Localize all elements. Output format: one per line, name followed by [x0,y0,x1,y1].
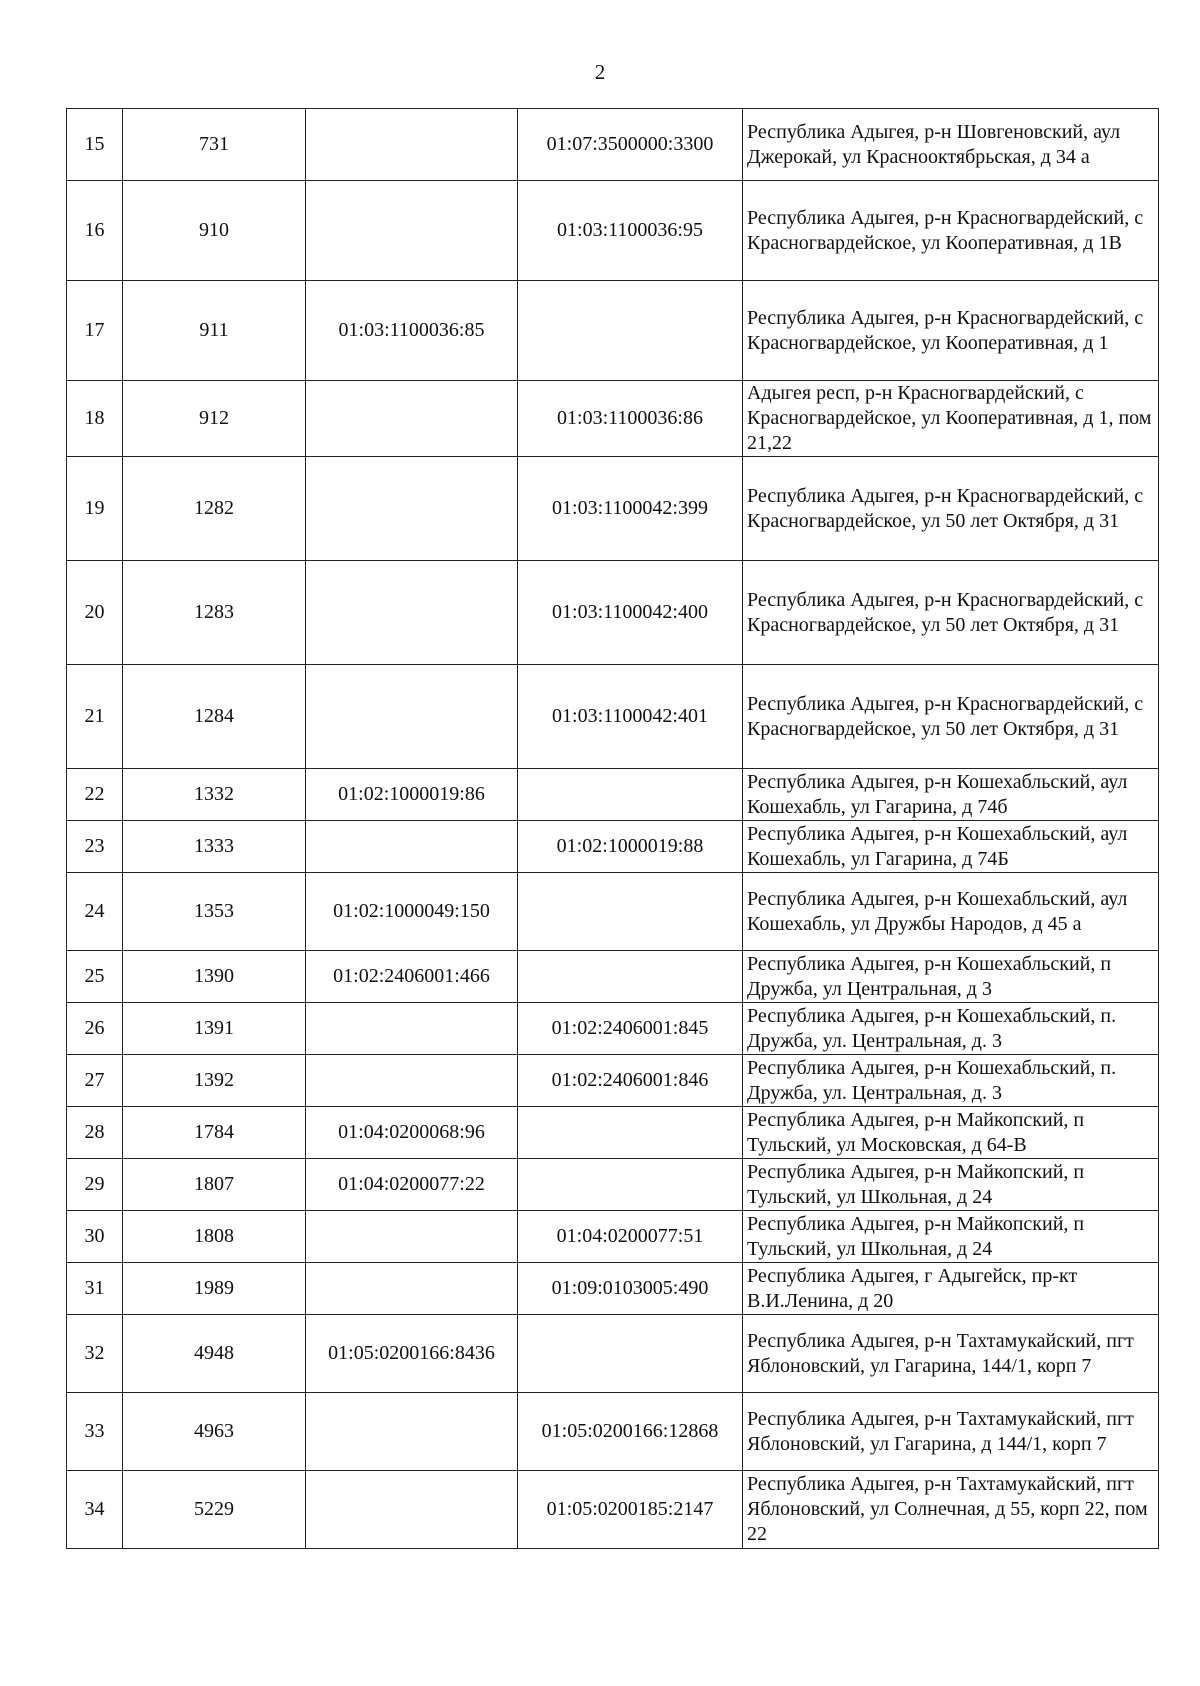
land-cadastral-number-cell: 01:04:0200077:22 [306,1159,518,1211]
registry-number-cell: 910 [123,181,306,281]
address-cell: Республика Адыгея, р-н Тахтамукайский, пгт Яблоновский, ул Гагарина, 144/1, корп 7 [743,1315,1159,1393]
building-cadastral-number-cell: 01:07:3500000:3300 [518,109,743,181]
row-number-cell: 33 [67,1393,123,1471]
land-cadastral-number-cell [306,1003,518,1055]
row-number-cell: 34 [67,1471,123,1549]
building-cadastral-number-cell [518,951,743,1003]
address-cell: Республика Адыгея, р-н Красногвардейский, с Красногвардейское, ул 50 лет Октября, д 31 [743,457,1159,561]
land-cadastral-number-cell [306,1055,518,1107]
registry-number-cell: 731 [123,109,306,181]
registry-number-cell: 1392 [123,1055,306,1107]
address-cell: Республика Адыгея, р-н Красногвардейский, с Красногвардейское, ул Кооперативная, д 1 [743,281,1159,381]
land-cadastral-number-cell [306,1471,518,1549]
registry-table [66,108,1159,1549]
table-row [67,821,1159,873]
building-cadastral-number-cell [518,769,743,821]
land-cadastral-number-cell [306,109,518,181]
building-cadastral-number-cell: 01:09:0103005:490 [518,1263,743,1315]
registry-number-cell: 4948 [123,1315,306,1393]
row-number-cell: 18 [67,381,123,457]
table-row [67,109,1159,181]
row-number-cell: 17 [67,281,123,381]
registry-number-cell: 1989 [123,1263,306,1315]
land-cadastral-number-cell [306,821,518,873]
registry-number-cell: 912 [123,381,306,457]
address-cell: Республика Адыгея, р-н Майкопский, п Тульский, ул Школьная, д 24 [743,1159,1159,1211]
address-cell: Республика Адыгея, р-н Кошехабльский, п. Дружба, ул. Центральная, д. 3 [743,1003,1159,1055]
registry-number-cell: 1283 [123,561,306,665]
registry-number-cell: 1784 [123,1107,306,1159]
registry-number-cell: 911 [123,281,306,381]
building-cadastral-number-cell: 01:02:2406001:845 [518,1003,743,1055]
row-number-cell: 31 [67,1263,123,1315]
land-cadastral-number-cell: 01:02:2406001:466 [306,951,518,1003]
table-row [67,181,1159,281]
row-number-cell: 29 [67,1159,123,1211]
building-cadastral-number-cell: 01:03:1100042:399 [518,457,743,561]
registry-number-cell: 1332 [123,769,306,821]
building-cadastral-number-cell: 01:05:0200185:2147 [518,1471,743,1549]
registry-number-cell: 1390 [123,951,306,1003]
land-cadastral-number-cell [306,561,518,665]
building-cadastral-number-cell: 01:02:1000019:88 [518,821,743,873]
row-number-cell: 28 [67,1107,123,1159]
row-number-cell: 25 [67,951,123,1003]
table-row [67,769,1159,821]
table-row [67,1315,1159,1393]
table-row [67,951,1159,1003]
registry-number-cell: 1284 [123,665,306,769]
row-number-cell: 26 [67,1003,123,1055]
land-cadastral-number-cell [306,1393,518,1471]
building-cadastral-number-cell [518,873,743,951]
table-row [67,1055,1159,1107]
building-cadastral-number-cell [518,1315,743,1393]
land-cadastral-number-cell: 01:04:0200068:96 [306,1107,518,1159]
land-cadastral-number-cell: 01:05:0200166:8436 [306,1315,518,1393]
land-cadastral-number-cell [306,181,518,281]
address-cell: Республика Адыгея, р-н Тахтамукайский, пгт Яблоновский, ул Солнечная, д 55, корп 22, пом 22 [743,1471,1159,1549]
row-number-cell: 27 [67,1055,123,1107]
table-row [67,561,1159,665]
table-row [67,381,1159,457]
row-number-cell: 24 [67,873,123,951]
address-cell: Республика Адыгея, р-н Красногвардейский, с Красногвардейское, ул Кооперативная, д 1В [743,181,1159,281]
registry-number-cell: 1808 [123,1211,306,1263]
registry-number-cell: 1353 [123,873,306,951]
registry-number-cell: 5229 [123,1471,306,1549]
table-row [67,1107,1159,1159]
registry-table-body [67,109,1159,1549]
registry-number-cell: 4963 [123,1393,306,1471]
row-number-cell: 21 [67,665,123,769]
land-cadastral-number-cell [306,457,518,561]
address-cell: Республика Адыгея, р-н Красногвардейский, с Красногвардейское, ул 50 лет Октября, д 31 [743,665,1159,769]
address-cell: Республика Адыгея, р-н Кошехабльский, п. Дружба, ул. Центральная, д. 3 [743,1055,1159,1107]
table-row [67,1393,1159,1471]
building-cadastral-number-cell: 01:02:2406001:846 [518,1055,743,1107]
address-cell: Республика Адыгея, р-н Майкопский, п Тульский, ул Школьная, д 24 [743,1211,1159,1263]
row-number-cell: 30 [67,1211,123,1263]
land-cadastral-number-cell [306,1211,518,1263]
address-cell: Республика Адыгея, р-н Кошехабльский, п Дружба, ул Центральная, д 3 [743,951,1159,1003]
row-number-cell: 32 [67,1315,123,1393]
land-cadastral-number-cell [306,665,518,769]
table-row [67,1263,1159,1315]
table-row [67,457,1159,561]
address-cell: Республика Адыгея, р-н Майкопский, п Тульский, ул Московская, д 64-В [743,1107,1159,1159]
address-cell: Республика Адыгея, р-н Кошехабльский, аул Кошехабль, ул Гагарина, д 74б [743,769,1159,821]
address-cell: Республика Адыгея, р-н Шовгеновский, аул Джерокай, ул Краснооктябрьская, д 34 а [743,109,1159,181]
table-row [67,1003,1159,1055]
land-cadastral-number-cell: 01:02:1000049:150 [306,873,518,951]
land-cadastral-number-cell: 01:02:1000019:86 [306,769,518,821]
building-cadastral-number-cell [518,1107,743,1159]
address-cell: Республика Адыгея, р-н Кошехабльский, аул Кошехабль, ул Дружбы Народов, д 45 а [743,873,1159,951]
address-cell: Республика Адыгея, р-н Кошехабльский, аул Кошехабль, ул Гагарина, д 74Б [743,821,1159,873]
building-cadastral-number-cell [518,281,743,381]
row-number-cell: 15 [67,109,123,181]
building-cadastral-number-cell: 01:03:1100042:400 [518,561,743,665]
building-cadastral-number-cell: 01:03:1100036:86 [518,381,743,457]
building-cadastral-number-cell: 01:04:0200077:51 [518,1211,743,1263]
row-number-cell: 20 [67,561,123,665]
building-cadastral-number-cell: 01:03:1100042:401 [518,665,743,769]
address-cell: Адыгея респ, р-н Красногвардейский, с Красногвардейское, ул Кооперативная, д 1, пом 21,22 [743,381,1159,457]
row-number-cell: 22 [67,769,123,821]
address-cell: Республика Адыгея, г Адыгейск, пр-кт В.И.Ленина, д 20 [743,1263,1159,1315]
table-row [67,1159,1159,1211]
address-cell: Республика Адыгея, р-н Красногвардейский, с Красногвардейское, ул 50 лет Октября, д 31 [743,561,1159,665]
building-cadastral-number-cell: 01:03:1100036:95 [518,181,743,281]
land-cadastral-number-cell: 01:03:1100036:85 [306,281,518,381]
building-cadastral-number-cell [518,1159,743,1211]
registry-number-cell: 1391 [123,1003,306,1055]
registry-number-cell: 1333 [123,821,306,873]
registry-number-cell: 1282 [123,457,306,561]
registry-number-cell: 1807 [123,1159,306,1211]
land-cadastral-number-cell [306,1263,518,1315]
page-number: 2 [594,60,606,84]
table-row [67,281,1159,381]
row-number-cell: 19 [67,457,123,561]
row-number-cell: 16 [67,181,123,281]
table-row [67,665,1159,769]
land-cadastral-number-cell [306,381,518,457]
building-cadastral-number-cell: 01:05:0200166:12868 [518,1393,743,1471]
table-row [67,1211,1159,1263]
address-cell: Республика Адыгея, р-н Тахтамукайский, пгт Яблоновский, ул Гагарина, д 144/1, корп 7 [743,1393,1159,1471]
row-number-cell: 23 [67,821,123,873]
table-row [67,873,1159,951]
table-row [67,1471,1159,1549]
